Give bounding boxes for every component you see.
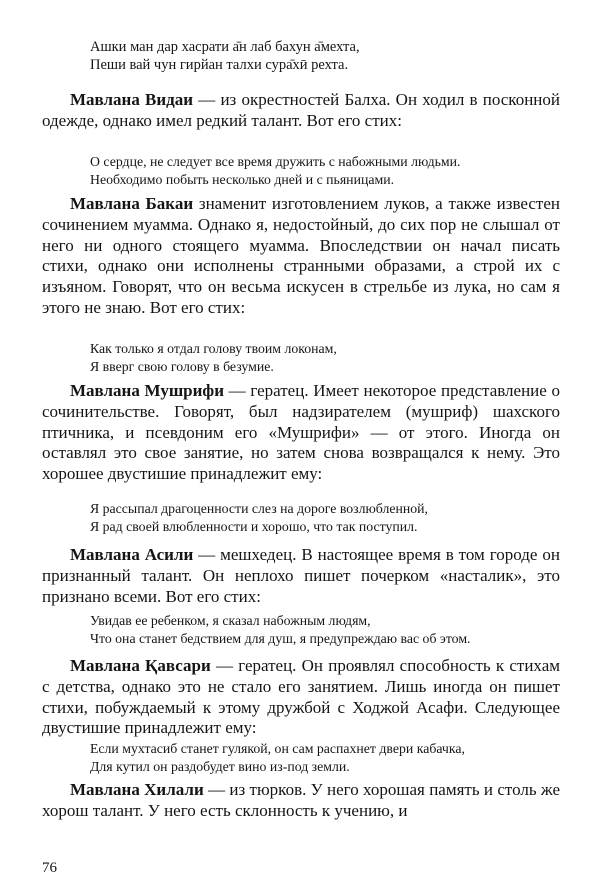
quote-line: Я рассыпал драгоценности слез на дороге возлюбленной, xyxy=(90,501,428,516)
entry-text: знаменит изготовлением луков, а также известен сочинением муамма. Однако я, недостойный, до сих пор не слышал от него ни одного стоящего муамма. Впоследствии он начал писать стихи, однако они исполнены странными образами, а строй их с изъяном. Говорят, что он весьма искусен в стрельбе из лука, но сам я этого не знаю. Вот его стих: xyxy=(42,194,561,317)
poem-quote xyxy=(90,340,337,375)
entry-paragraph xyxy=(42,381,560,485)
entry-text: — из окрестностей Балха. Он ходил в посконной одежде, однако имел редкий талант. Вот его стих: xyxy=(42,90,560,130)
poet-name: Мавлана Мушрифи xyxy=(70,381,224,400)
verse-line: Ашки ман дар хасрати а̄н лаб бахун а̄мехта, xyxy=(90,39,360,55)
poem-quote xyxy=(90,500,428,535)
entry-paragraph xyxy=(42,194,560,319)
poet-name: Мавлана Асили xyxy=(70,545,194,564)
poet-name: Мавлана Хилали xyxy=(70,780,204,799)
quote-line: Как только я отдал голову твоим локонам, xyxy=(90,341,337,356)
quote-line: Необходимо побыть несколько дней и с пьяницами. xyxy=(90,171,395,187)
quote-line: Увидав ее ребенком, я сказал набожным людям, xyxy=(90,613,371,628)
poem-quote xyxy=(90,740,465,775)
quote-line: Я рад своей влюбленности и хорошо, что так поступил. xyxy=(90,518,418,534)
entry-paragraph xyxy=(42,545,560,607)
opening-verse xyxy=(90,38,360,74)
entry-text: — из тюрков. У него хорошая память и столь же хорош талант. У него есть склонность к учению, и xyxy=(42,780,560,820)
poet-name: Мавлана Видаи xyxy=(70,90,194,109)
entry-text: — гератец. Имеет некоторое представление о сочинительстве. Говорят, был надзирателем (мушриф) шахского птичника, и псевдоним его «Мушрифи» — от этого. Иногда он оставлял это свое занятие, но затем снова возвращался к нему. Это хорошее двустишие принадлежит ему: xyxy=(42,381,560,484)
entry-paragraph xyxy=(42,90,560,132)
quote-line: О сердце, не следует все время дружить с набожными людьми. xyxy=(90,154,461,169)
entry-paragraph xyxy=(42,780,560,822)
entry-text: — мешхедец. В настоящее время в том городе он признанный талант. Он неплохо пишет почерком «насталик», это признано всеми. Вот его стих: xyxy=(42,545,560,606)
quote-line: Если мухтасиб станет гулякой, он сам распахнет двери кабачка, xyxy=(90,741,465,756)
quote-line: Я вверг свою голову в безумие. xyxy=(90,358,274,374)
quote-line: Для кутил он раздобудет вино из-под земли. xyxy=(90,758,350,774)
entry-text: — гератец. Он проявлял способность к стихам с детства, однако это не стало его занятием. Лишь иногда он пишет стихи, побуждаемый к этому дружбой с Ходжой Асафи. Следующее двустишие принадлежит ему: xyxy=(42,656,560,738)
quote-line: Что она станет бедствием для душ, я предупреждаю вас об этом. xyxy=(90,630,471,646)
poem-quote xyxy=(90,153,461,188)
entry-paragraph xyxy=(42,656,560,739)
poet-name: Мавлана Қавсари xyxy=(70,656,211,675)
poem-quote xyxy=(90,612,471,647)
verse-line: Пеши вай чун гирйан талхи сура̄хӣ рехта. xyxy=(90,57,349,73)
poet-name: Мавлана Бакаи xyxy=(70,194,194,213)
page-number: 76 xyxy=(42,860,57,876)
